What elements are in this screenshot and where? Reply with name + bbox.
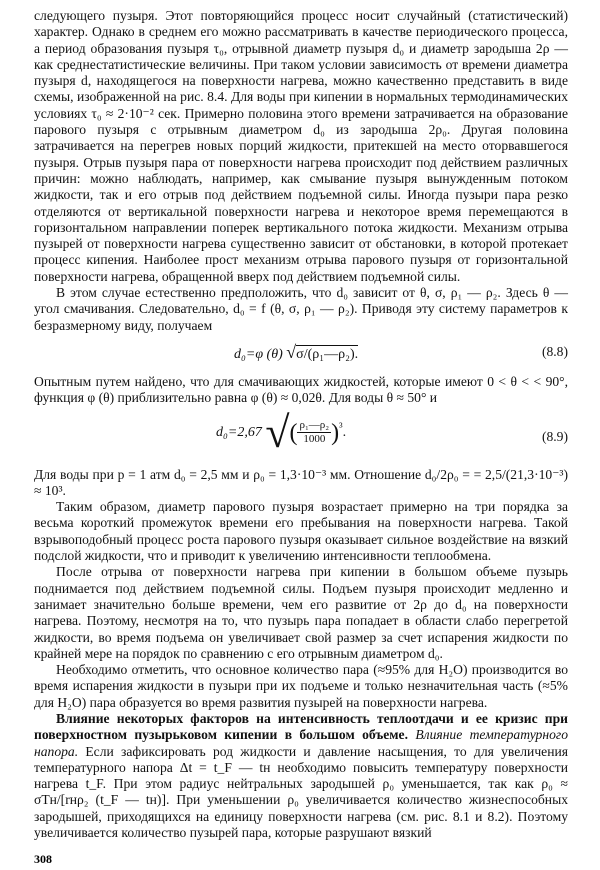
paragraph-3: Опытным путем найдено, что для смачивающих жидкостей, которые имеют 0 < θ < < 90°, функция φ (θ) приблизительно равна φ (θ) ≈ 0,02θ. Для воды θ ≈ 50° и <box>34 373 568 406</box>
page-number: 308 <box>34 852 52 866</box>
paragraph-8 <box>34 711 568 841</box>
equation-8-8 <box>34 338 568 368</box>
paragraph-8-body: Если зафиксировать род жидкости и давление насыщения, то для увеличения температурного напора Δt = t_F — tн необходимо повысить температуру поверхности нагрева t_F. При этом радиус нейтральных зародышей ρ₀ уменьшается, так как ρ₀ ≈ σTн/[rнρ₂ (t_F — tн)]. При уменьшении ρ₀ увеличивается количество жизнеспособных зародышей, приходящихся на единицу поверхности нагрева (см. рис. 8.1 и 8.2). Поэтому увеличивается количество пузырей пара, которые разрушают вязкий <box>34 743 568 841</box>
page-body <box>34 8 568 841</box>
fraction-denominator: 1000 <box>303 433 326 446</box>
paragraph-7: Необходимо отметить, что основное количество пара (≈95% для H₂O) производится во время испарения жидкости в пузыри при их подъеме и только незначительная часть (≈5% для H₂O) пара образуется во время развития пузырей на поверхности нагрева. <box>34 662 568 710</box>
equation-8-9 <box>34 407 568 463</box>
equation-8-8-formula <box>234 341 359 363</box>
equation-8-9-fraction <box>297 419 331 446</box>
equation-8-9-number: (8.9) <box>541 428 568 444</box>
section-heading: Влияние некоторых факторов на интенсивность теплоотдачи и ее кризис при поверхностном пузырьковом кипении в большом объеме. <box>34 710 568 743</box>
equation-8-9-formula: d₀=2,67 √( $\frac{\text{ρ₁—ρ₂}}{1000}$ )$^{^3}$. <box>216 407 347 457</box>
paragraph-1: следующего пузыря. Этот повторяющийся процесс носит случайный (статистический) характер. Однако в среднем его можно рассматривать в качестве периодического процесса, а период образования пузыря τ₀, отрывной диаметр пузыря d₀ и диаметр зародыша 2ρ — как среднестатистические величины. При таком условии зависимость от времени диаметра пузыря d, находящегося на поверхности нагрева, можно качественно представить в виде схемы, изображенной на рис. 8.4. Для воды при кипении в нормальных термодинамических условиях τ₀ ≈ 2·10⁻² сек. Примерно половина этого времени затрачивается на образование парового пузыря с отрывным диаметром d₀ из зародыша 2ρ₀. Другая половина затрачивается на перегрев новых порций жидкости, притекшей на место оторвавшегося пузыря. Отрыв пузыря пара от поверхности нагрева происходит под действием различных причин: можно наблюдать, например, как смывание пузыря вынужденным потоком жидкости, так и его отрыв под действием подъемной силы. Иногда пузыри пара резко отделяются от вертикальной поверхности нагрева и некоторое время перемещаются в горизонтальном направлении поперек вертикального потока жидкости. Механизм отрыва пузырей от поверхности нагрева существенно зависит от обстановки, в которой протекает процесс кипения. Наиболее прост механизм отрыва парового пузыря от горизонтальной поверхности нагрева, обращенной вверх под действием подъемной силы. <box>34 8 568 284</box>
paragraph-4: Для воды при p = 1 атм d₀ = 2,5 мм и ρ₀ = 1,3·10⁻³ мм. Отношение d₀/2ρ₀ = = 2,5/(21,3·10⁻³) ≈ 10³. <box>34 466 568 498</box>
equation-8-8-radicand: σ/(ρ₁—ρ₂). <box>296 346 359 362</box>
paragraph-6: После отрыва от поверхности нагрева при кипении в большом объеме пузырь поднимается под действием подъемной силы. Подъем пузыря происходит медленно и занимает значительно больше времени, чем его развитие от 2ρ до d₀ на поверхности нагрева. Поэтому, несмотря на то, что пузырь пара попадает в области слабо перегретой жидкости, во время подъема он увеличивает свой размер за счет испарения жидкости по крайней мере на порядок по сравнению с его отрывным диаметром d₀. <box>34 564 568 661</box>
paragraph-5: Таким образом, диаметр парового пузыря возрастает примерно на три порядка за весьма короткий промежуток времени его пребывания на поверхности нагрева. Такой взрывоподобный процесс роста парового пузыря оказывает сильное воздействие на вязкий подслой жидкости, что и приводит к увеличению интенсивности теплообмена. <box>34 499 568 564</box>
subsection-heading: Влияние температурного напора. <box>34 727 569 759</box>
radical-sign-large: √ <box>265 407 290 457</box>
paragraph-2: В этом случае естественно предположить, что d₀ зависит от θ, σ, ρ₁ — ρ₂. Здесь θ — угол смачивания. Следовательно, d₀ = f (θ, σ, ρ₁ — ρ₂). Приводя эту систему параметров к безразмерному виду, получаем <box>34 285 568 333</box>
fraction-numerator: ρ₁—ρ₂ <box>299 419 330 432</box>
radical-sign: √ <box>286 341 297 362</box>
exponent: ³ <box>339 420 343 434</box>
equation-8-9-lhs: d₀=2,67 <box>216 424 262 440</box>
equation-8-8-lhs: d₀=φ (θ) <box>234 346 283 362</box>
equation-8-8-number: (8.8) <box>541 343 568 359</box>
